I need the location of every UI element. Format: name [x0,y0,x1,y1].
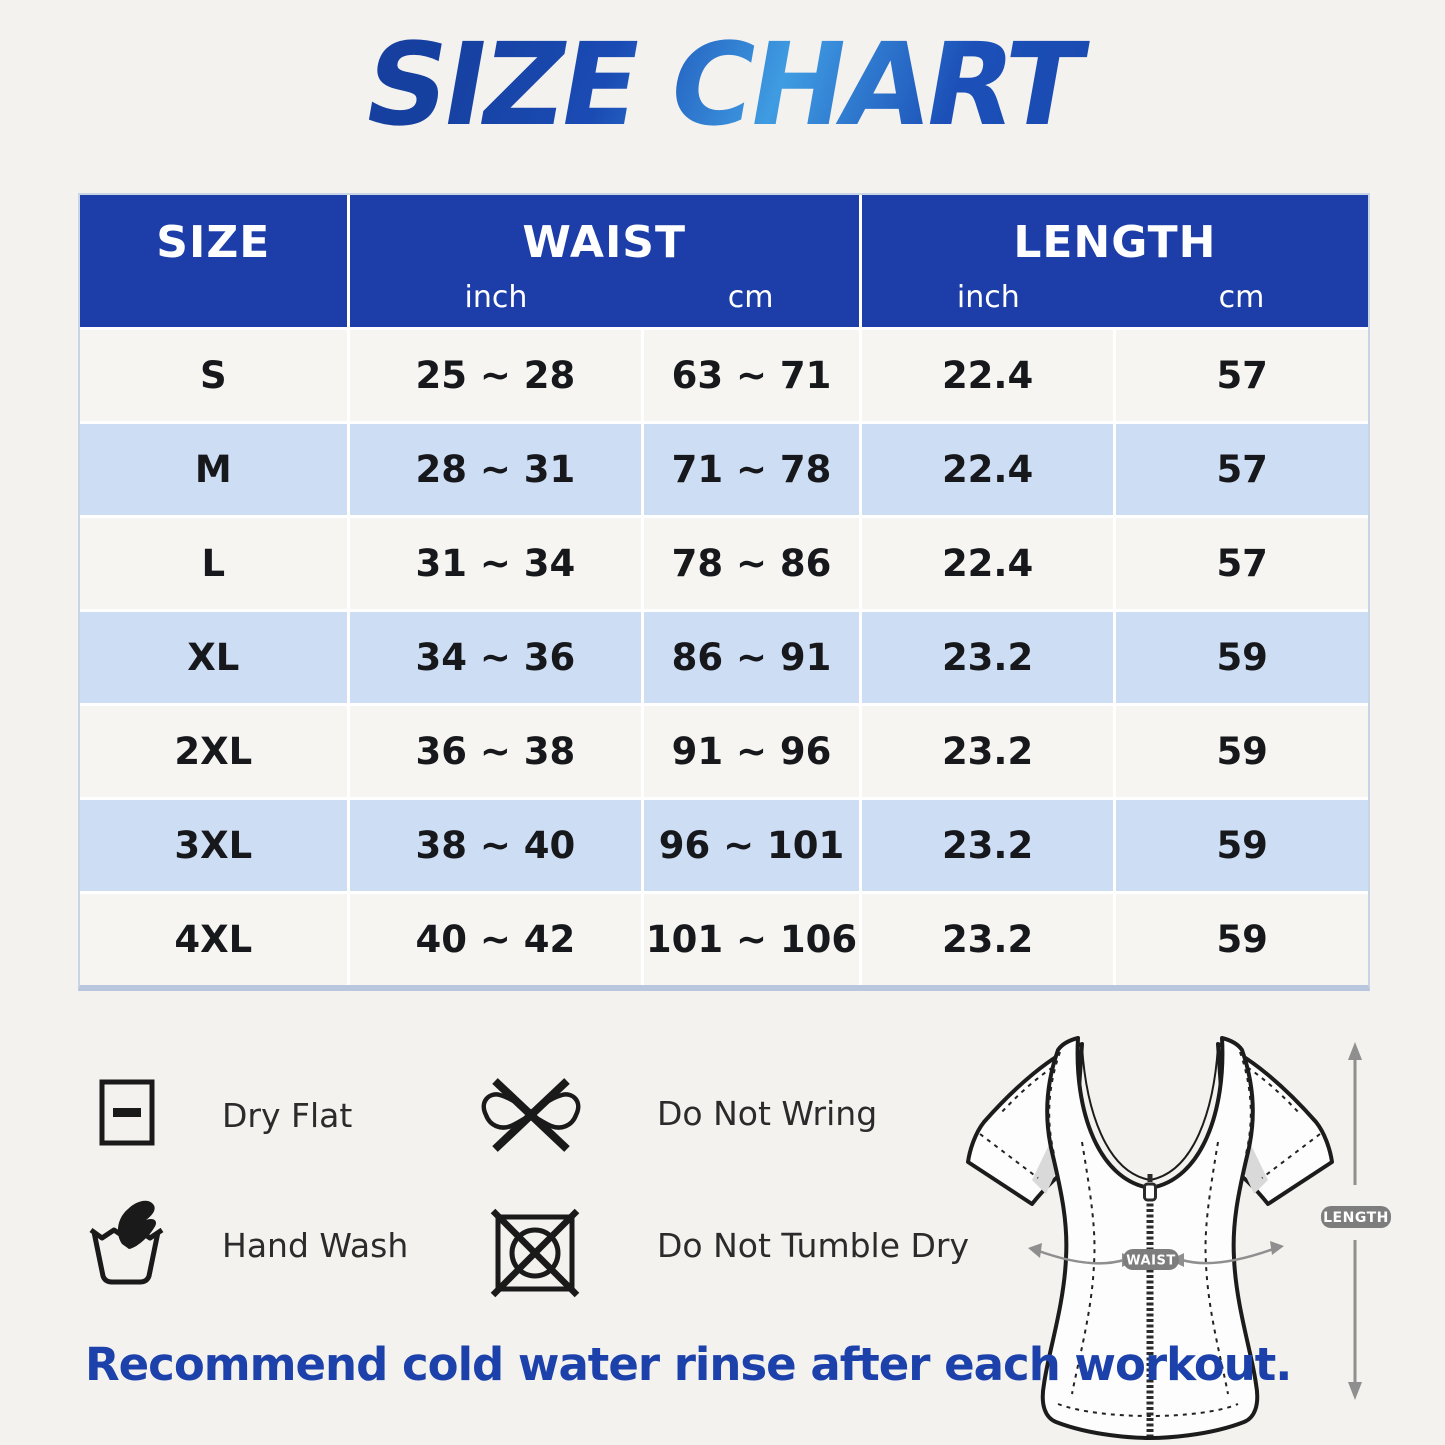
table-body [80,327,1368,985]
length-inch-cell: 22.4 [859,327,1114,421]
header-length [859,195,1368,327]
header-waist-inch-label: inch [464,280,528,315]
waist-cm-cell: 101 ~ 106 [641,891,859,985]
header-length-label: LENGTH [1013,217,1217,268]
size-cell: M [80,421,347,515]
waist-cm-cell: 96 ~ 101 [641,797,859,891]
size-chart-table [78,193,1370,991]
footer-note: Recommend cold water rinse after each workout. [85,1338,1292,1391]
size-cell: L [80,515,347,609]
length-inch-cell: 23.2 [859,797,1114,891]
hand-wash-icon [88,1190,168,1288]
dry-flat-icon [98,1078,156,1148]
dry-flat-label: Dry Flat [222,1096,353,1135]
waist-cm-cell: 86 ~ 91 [641,609,859,703]
page-title: SIZE CHART [0,18,1445,151]
length-inch-cell: 23.2 [859,891,1114,985]
waist-inch-cell: 34 ~ 36 [347,609,642,703]
length-inch-cell: 23.2 [859,609,1114,703]
hand-wash-label: Hand Wash [222,1226,409,1265]
header-waist-cm-label: cm [727,280,774,315]
size-cell: 2XL [80,703,347,797]
waist-cm-cell: 78 ~ 86 [641,515,859,609]
length-cm-cell: 59 [1113,797,1368,891]
do-not-tumble-dry-label: Do Not Tumble Dry [657,1226,970,1265]
length-cm-cell: 57 [1113,327,1368,421]
length-cm-cell: 57 [1113,421,1368,515]
waist-inch-cell: 31 ~ 34 [347,515,642,609]
table-header [80,195,1368,327]
length-cm-cell: 57 [1113,515,1368,609]
length-inch-cell: 22.4 [859,515,1114,609]
header-size-label: SIZE [156,217,271,268]
header-waist [347,195,859,327]
waist-cm-cell: 91 ~ 96 [641,703,859,797]
waist-cm-cell: 63 ~ 71 [641,327,859,421]
header-waist-label: WAIST [522,217,687,268]
waist-inch-cell: 28 ~ 31 [347,421,642,515]
waist-inch-cell: 36 ~ 38 [347,703,642,797]
length-inch-cell: 22.4 [859,421,1114,515]
zipper-pull [1145,1184,1156,1200]
header-length-inch-label: inch [956,280,1020,315]
size-cell: 3XL [80,797,347,891]
do-not-wring-icon [476,1074,586,1156]
waist-inch-cell: 25 ~ 28 [347,327,642,421]
waist-label: WAIST [1126,1253,1176,1269]
size-cell: S [80,327,347,421]
length-inch-cell: 23.2 [859,703,1114,797]
do-not-wring-label: Do Not Wring [657,1094,878,1133]
waist-cm-cell: 71 ~ 78 [641,421,859,515]
size-cell: 4XL [80,891,347,985]
header-length-cm-label: cm [1218,280,1265,315]
size-cell: XL [80,609,347,703]
length-cm-cell: 59 [1113,609,1368,703]
waist-inch-cell: 38 ~ 40 [347,797,642,891]
length-label: LENGTH [1323,1210,1389,1226]
header-size [80,195,347,327]
length-cm-cell: 59 [1113,891,1368,985]
waist-inch-cell: 40 ~ 42 [347,891,642,985]
length-cm-cell: 59 [1113,703,1368,797]
do-not-tumble-dry-icon [490,1206,582,1300]
